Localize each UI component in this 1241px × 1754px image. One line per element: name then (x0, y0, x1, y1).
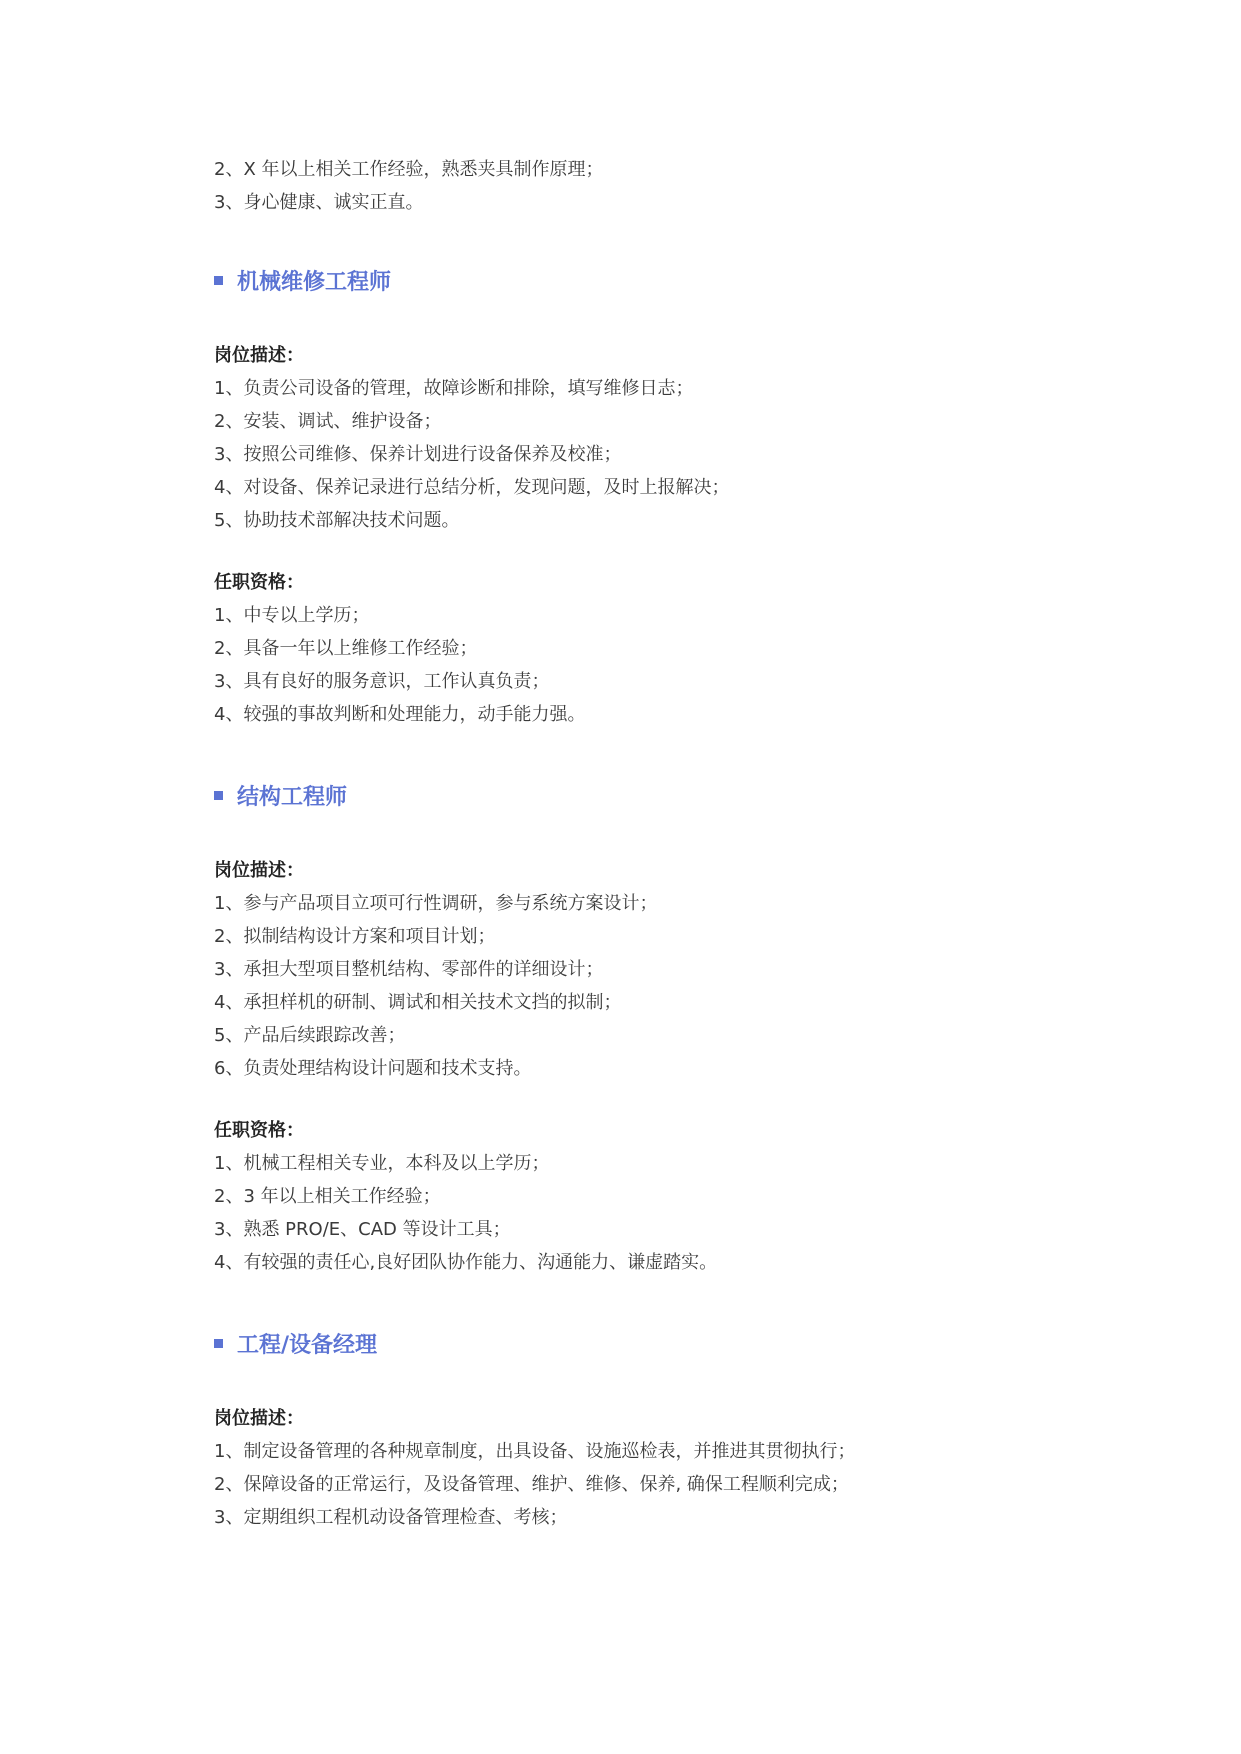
list-item: 1、参与产品项目立项可行性调研，参与系统方案设计； (214, 893, 658, 914)
list-item: 4、有较强的责任心,良好团队协作能力、沟通能力、谦虚踏实。 (214, 1252, 718, 1273)
list-item: 3、定期组织工程机动设备管理检查、考核； (214, 1507, 568, 1528)
list-item: 3、具有良好的服务意识，工作认真负责； (214, 671, 550, 692)
list-item: 3、承担大型项目整机结构、零部件的详细设计； (214, 959, 604, 980)
list-item: 1、负责公司设备的管理，故障诊断和排除，填写维修日志； (214, 378, 694, 399)
section-title-mechanical-maintenance-engineer (214, 265, 391, 295)
list-item: 3、按照公司维修、保养计划进行设备保养及校准； (214, 444, 622, 465)
job-description-heading: 岗位描述： (214, 345, 304, 366)
list-item: 3、熟悉 PRO/E、CAD 等设计工具； (214, 1219, 511, 1240)
list-item: 2、保障设备的正常运行，及设备管理、维护、维修、保养, 确保工程顺利完成； (214, 1474, 849, 1495)
list-item: 6、负责处理结构设计问题和技术支持。 (214, 1058, 532, 1079)
list-item: 1、制定设备管理的各种规章制度，出具设备、设施巡检表，并推进其贯彻执行； (214, 1441, 856, 1462)
list-item: 2、拟制结构设计方案和项目计划； (214, 926, 496, 947)
square-bullet-icon (214, 1339, 223, 1348)
list-item: 4、承担样机的研制、调试和相关技术文挡的拟制； (214, 992, 622, 1013)
list-item: 4、较强的事故判断和处理能力，动手能力强。 (214, 704, 586, 725)
list-item: 1、中专以上学历； (214, 605, 370, 626)
list-item: 5、产品后续跟踪改善； (214, 1025, 406, 1046)
section-title-structural-engineer (214, 780, 347, 810)
square-bullet-icon (214, 791, 223, 800)
intro-item: 3、身心健康、诚实正直。 (214, 192, 424, 213)
list-item: 2、3 年以上相关工作经验； (214, 1186, 441, 1207)
section-title-text: 结构工程师 (237, 784, 348, 810)
square-bullet-icon (214, 276, 223, 285)
job-description-heading: 岗位描述： (214, 860, 304, 881)
intro-item: 2、X 年以上相关工作经验，熟悉夹具制作原理； (214, 159, 604, 180)
job-description-heading: 岗位描述： (214, 1408, 304, 1429)
requirements-heading: 任职资格： (214, 572, 304, 593)
requirements-heading: 任职资格： (214, 1120, 304, 1141)
list-item: 2、安装、调试、维护设备； (214, 411, 442, 432)
section-title-text: 机械维修工程师 (237, 269, 392, 295)
section-title-text: 工程/设备经理 (237, 1332, 378, 1358)
list-item: 1、机械工程相关专业，本科及以上学历； (214, 1153, 550, 1174)
list-item: 4、对设备、保养记录进行总结分析，发现问题，及时上报解决； (214, 477, 730, 498)
list-item: 5、协助技术部解决技术问题。 (214, 510, 460, 531)
section-title-engineering-equipment-manager (214, 1328, 377, 1358)
list-item: 2、具备一年以上维修工作经验； (214, 638, 478, 659)
